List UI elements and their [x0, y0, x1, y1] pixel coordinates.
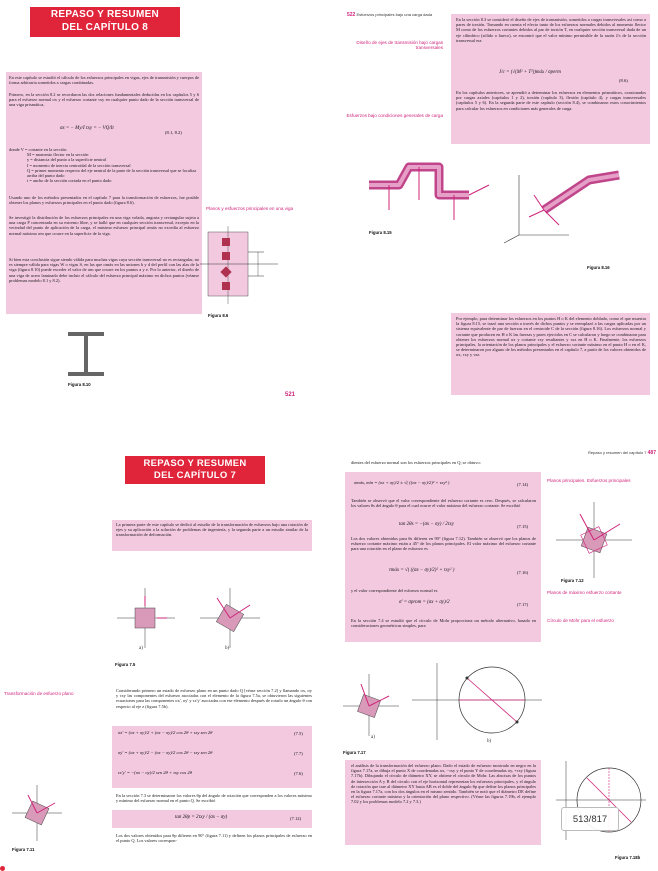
figure-caption: Figura 8.10 — [68, 382, 91, 387]
equation: τx'y' = −(σx − σy)/2 sen 2θ + τxy cos 2θ — [118, 770, 192, 775]
figure-caption: Figura 8.6 — [208, 313, 229, 318]
heading-line-1: REPASO Y RESUMEN — [143, 458, 247, 469]
page-number: 521 — [285, 392, 296, 398]
figure-caption: Figura 7.18b — [615, 855, 641, 860]
svg-text:b): b) — [225, 646, 230, 651]
paragraph: y el valor correspondiente del esfuerzo normal es — [351, 588, 438, 593]
definition-line: donde V = cortante en la sección — [9, 147, 67, 152]
definition-line: I = momento de inercia centroidal de la sección transversal — [27, 162, 131, 168]
paragraph: En la sección 7.4 se estudió que el círculo de Mohr proporciona un método alternativo, basado en consideraciones geométricas simples, para — [351, 618, 536, 629]
paragraph: Los dos valores obtenidos para θs difieren en 90° (figura 7.12). También se observó que los planos de esfuerzo cortante máximo están a 45° de los planos principales. El valor máximo del esfuerzo cortante para una rotación en el plano de esfuerzo es — [351, 536, 536, 552]
heading-line-2: DEL CAPÍTULO 7 — [153, 470, 237, 481]
corner-marker — [0, 866, 5, 871]
equation-number: (7.17) — [517, 602, 529, 607]
figure-caption: Figura 8.15 — [369, 230, 392, 235]
side-note: Planos y esfuerzos principales en una viga — [206, 206, 294, 211]
paragraph: La primera parte de este capítulo se dedicó al estudio de la transformación de esfuerzos bajo una rotación de ejes y su aplicación a la solución de problemas de ingeniería, y la segunda parte a un estudio similar de la transformación de deformación. — [116, 522, 308, 538]
equation: tan 2θs = −(σx − σy) / 2τxy — [399, 522, 454, 527]
paragraph: En la sección 7.3 se determinaron los valores θp del ángulo de rotación que corresponden a los valores máximo y mínimo del esfuerzo normal en el punto Q. Se escribió — [116, 793, 312, 804]
figure-caption: Figura 8.16 — [587, 265, 610, 270]
heading-line-2: DEL CAPÍTULO 8 — [61, 21, 149, 33]
equation: σx' = (σx + σy)/2 + (σx − σy)/2 cos 2θ + τxy sen 2θ — [118, 730, 213, 735]
side-note: Círculo de Mohr para el esfuerzo — [547, 618, 614, 623]
chapter-heading — [125, 456, 265, 484]
running-head-title: Esfuerzos principales bajo una carga dada — [356, 12, 433, 17]
chapter-heading — [30, 7, 180, 37]
svg-text:a): a) — [139, 646, 143, 651]
page-ch8-left — [0, 0, 329, 430]
definition-line: y = distancia del punto a la superficie neutral — [27, 157, 107, 163]
equation: J/c = (√(M² + T²))máx / σperm — [499, 70, 561, 75]
paragraph: En la sección 8.3 se consideró el diseño de ejes de transmisión, sometidos a cargas transversales así como a pares de torsión. Tomando en cuenta el efecto tanto de los esfuerzos normales debidos al momento flector M como de los esfuerzos cortantes debidos al par de torsión T, en cualquier sección transversal dada de un eje cilíndrico (sólido o hueco), se encontró que el valor mínimo permisible de la razón J/c de la sección transversal era — [456, 17, 646, 43]
figure-8-16 — [509, 155, 639, 245]
paragraph: Considerando primero un estado de esfuerzo plano en un punto dado Q [véase sección 7.2] y llamando σx, σy y τxy las componentes del esfuerzo asociadas con el elemento de la figura 7.5a, se obtuvieron las siguientes ecuaciones para las componentes σx', σy' y τx'y' asociadas con ese elemento después de rotarlo un ángulo θ con respecto al eje z (figura 7.5b). — [116, 688, 312, 709]
running-head-title: Repaso y resumen del capítulo 7 — [588, 450, 647, 455]
definition-line: M = momento flector en la sección — [27, 152, 89, 158]
page-indicator[interactable]: 513/817 — [561, 807, 619, 831]
paragraph: En este capítulo se estudió el cálculo de los esfuerzos principales en vigas, ejes de transmisión y cuerpos de forma arbitraria sometidos a cargas combinadas. — [9, 75, 199, 86]
equation-number: (8.6) — [619, 78, 628, 83]
definition-list — [9, 147, 199, 183]
figure-7-17a — [341, 670, 401, 740]
figure-8-6 — [200, 222, 290, 312]
figure-7-12 — [554, 500, 634, 580]
figure-caption: Figura 7.17 — [343, 750, 366, 755]
figure-caption: Figura 7.12 — [561, 578, 584, 583]
figure-7-11 — [10, 783, 65, 843]
figure-7-17b — [407, 660, 547, 745]
page-ch7-left — [0, 438, 329, 871]
running-head-page: 522 — [347, 12, 356, 18]
equation-number: (7.7) — [294, 751, 303, 756]
running-head — [561, 450, 656, 456]
definition-line: Q = primer momento respecto del eje neutral de la parte de la sección transversal que se localiza arriba del punto dado — [27, 167, 197, 179]
paragraph: Se investigó la distribución de los esfuerzos principales en una viga volada, angosta y rectangular sujeta a una carga P concentrada en su extremo libre, y se halló que en cualquier sección transversal, excepto en la vecindad del punto de aplicación de la carga, el máximo esfuerzo principal σmáx no excedía al esfuerzo normal máximo σm que ocurre en la superficie de la viga. — [9, 215, 199, 236]
paragraph: dientes del esfuerzo normal son los esfuerzos principales en Q; se obtuvo: — [351, 460, 481, 465]
equation: σmáx, mín = (σx + σy)/2 ± √( ((σx − σy)/2)² + τxy² ) — [354, 480, 450, 485]
equation-number: (7.16) — [517, 570, 529, 575]
heading-line-1: REPASO Y RESUMEN — [50, 9, 160, 20]
side-note: Transformación de esfuerzo plano — [4, 691, 74, 696]
running-head-page: 487 — [647, 450, 656, 456]
paragraph: En los capítulos anteriores, se aprendió a determinar los esfuerzos en elementos prismáticos, ocasionados por cargas axiales (capítulos 1 y 2), torsión (capítulo 3), flexión (capítulo 4), y cargas transversales (capítulos 5 y 6). En la segunda parte de este capítulo (sección 8.4), se combinaron estos conocimientos para calcular los esfuerzos en condiciones más generales de carga. — [456, 90, 646, 111]
side-note: Esfuerzos bajo condiciones generales de carga — [346, 113, 443, 118]
paragraph: Por ejemplo, para determinar los esfuerzos en los puntos H o K del elemento doblado, como el que muestra la figura 8.15, se trazó una sección a través de dichos puntos y se reemplazó a las cargas aplicadas por un sistema equivalente de par de fuerzas en el centroide C de la sección (figura 8.16). Los esfuerzos normal y cortante que producen en H o K las fuerzas y pares ejercidos en C se calcularon y luego se combinaron para obtener los esfuerzos normal σx y cortante τxy resultantes y τxz en H o K. Finalmente, los esfuerzos principales, la orientación de los planos principales y el esfuerzo cortante máximo en el punto H o en el K, se determinaron por alguno de los métodos presentados en el capítulo 7, a partir de los valores obtenidos de σx, τxy y τxz. — [456, 316, 646, 358]
paragraph: Si bien esta conclusión sigue siendo válida para muchas vigas cuya sección transversal no es rectangular, no es siempre válida para vigas W o vigas S, en las que σmáx en las uniones b y d del perfil con las alas de la viga (figura 8.10) puede exceder el valor de σm que ocurre en los puntos a y e. Por lo anterior, el diseño de una viga de acero laminado debe incluir el cálculo del esfuerzo principal máximo en dichos puntos (véanse problemas modelo 8.1 y 8.2). — [9, 257, 199, 283]
paragraph: Primero, en la sección 8.2 se recordaron las dos relaciones fundamentales deducidas en los capítulos 5 y 6 para el esfuerzo normal σx y el esfuerzo cortante τxy en cualquier punto dado de la sección transversal de una viga prismática, — [9, 92, 199, 108]
figure-7-5 — [115, 583, 285, 653]
definition-line: t = ancho de la sección cortada en el punto dado — [27, 178, 112, 184]
equation-band — [112, 726, 312, 788]
equation: tan 2θp = 2τxy / (σx − σy) — [175, 815, 228, 820]
figure-caption: Figura 7.5 — [115, 662, 136, 667]
svg-text:b): b) — [487, 739, 492, 744]
figure-caption: Figura 7.11 — [12, 847, 35, 852]
equation-number: (7.12) — [290, 816, 302, 821]
equation: σ' = σprom = (σx + σy)/2 — [399, 600, 450, 605]
equation-number: (7.14) — [517, 482, 529, 487]
equation: τmáx = √( ((σx − σy)/2)² + τxy² ) — [389, 568, 455, 573]
equation-number: (7.15) — [517, 524, 529, 529]
equation: σx = − My/I τxy = − VQ/It — [60, 126, 114, 131]
paragraph: Usando uno de los métodos presentados en el capítulo 7 para la transformación de esfuerzos, fue posible obtener los planos y esfuerzos principales en el punto dado (figura 8.6). — [9, 195, 199, 206]
side-note: Planos principales. Esfuerzos principales — [547, 478, 631, 483]
svg-text:a): a) — [371, 735, 375, 740]
paragraph: Los dos valores obtenidos para θp difieren en 90° (figura 7.11) y definen los planos principales de esfuerzo en el punto Q. Los valores correspon- — [116, 833, 312, 844]
figure-8-15 — [359, 155, 499, 235]
equation-number: (7.6) — [294, 771, 303, 776]
figure-8-10 — [66, 330, 106, 380]
side-note: Diseño de ejes de transmisión bajo cargas transversales — [356, 40, 443, 51]
side-note: Planos de máximo esfuerzo cortante — [547, 590, 622, 595]
equation: σy' = (σx + σy)/2 − (σx − σy)/2 cos 2θ − τxy sen 2θ — [118, 750, 213, 755]
equation-number: (8.1, 8.2) — [165, 130, 182, 135]
paragraph: También se observó que el valor correspondiente del esfuerzo cortante es cero. Después, se calcularon los valores θs del ángulo θ para el cual ocurre el valor máximo del esfuerzo cortante. Se escribió — [351, 498, 536, 509]
paragraph: el análisis de la transformación del esfuerzo plano. Dado el estado de esfuerzo mostrado en negro en la figura 7.17a, se dibuja el punto X de coordenadas σx, −τxy y el punto Y de coordenadas σy, +τxy (figura 7.17b). Dibujando el círculo de diámetro XY, se obtiene el círculo de Mohr. Las abscisas de los puntos de intersección A y B del círculo con el eje horizontal representan los esfuerzos principales, y el ángulo de rotación que trae al diámetro XY hasta AB es el doble del ángulo θp que define los planos principales en la figura 7.17a, con los dos ángulos en el mismo sentido. También se notó que el diámetro DE define el esfuerzo cortante máximo y la orientación del plano respectivo. (Véase las figuras 7.19b, el ejemplo 7.02 y los problemas modelo 7.2 y 7.3.) — [351, 763, 536, 805]
equation-number: (7.5) — [294, 731, 303, 736]
page-ch8-right — [329, 0, 658, 430]
